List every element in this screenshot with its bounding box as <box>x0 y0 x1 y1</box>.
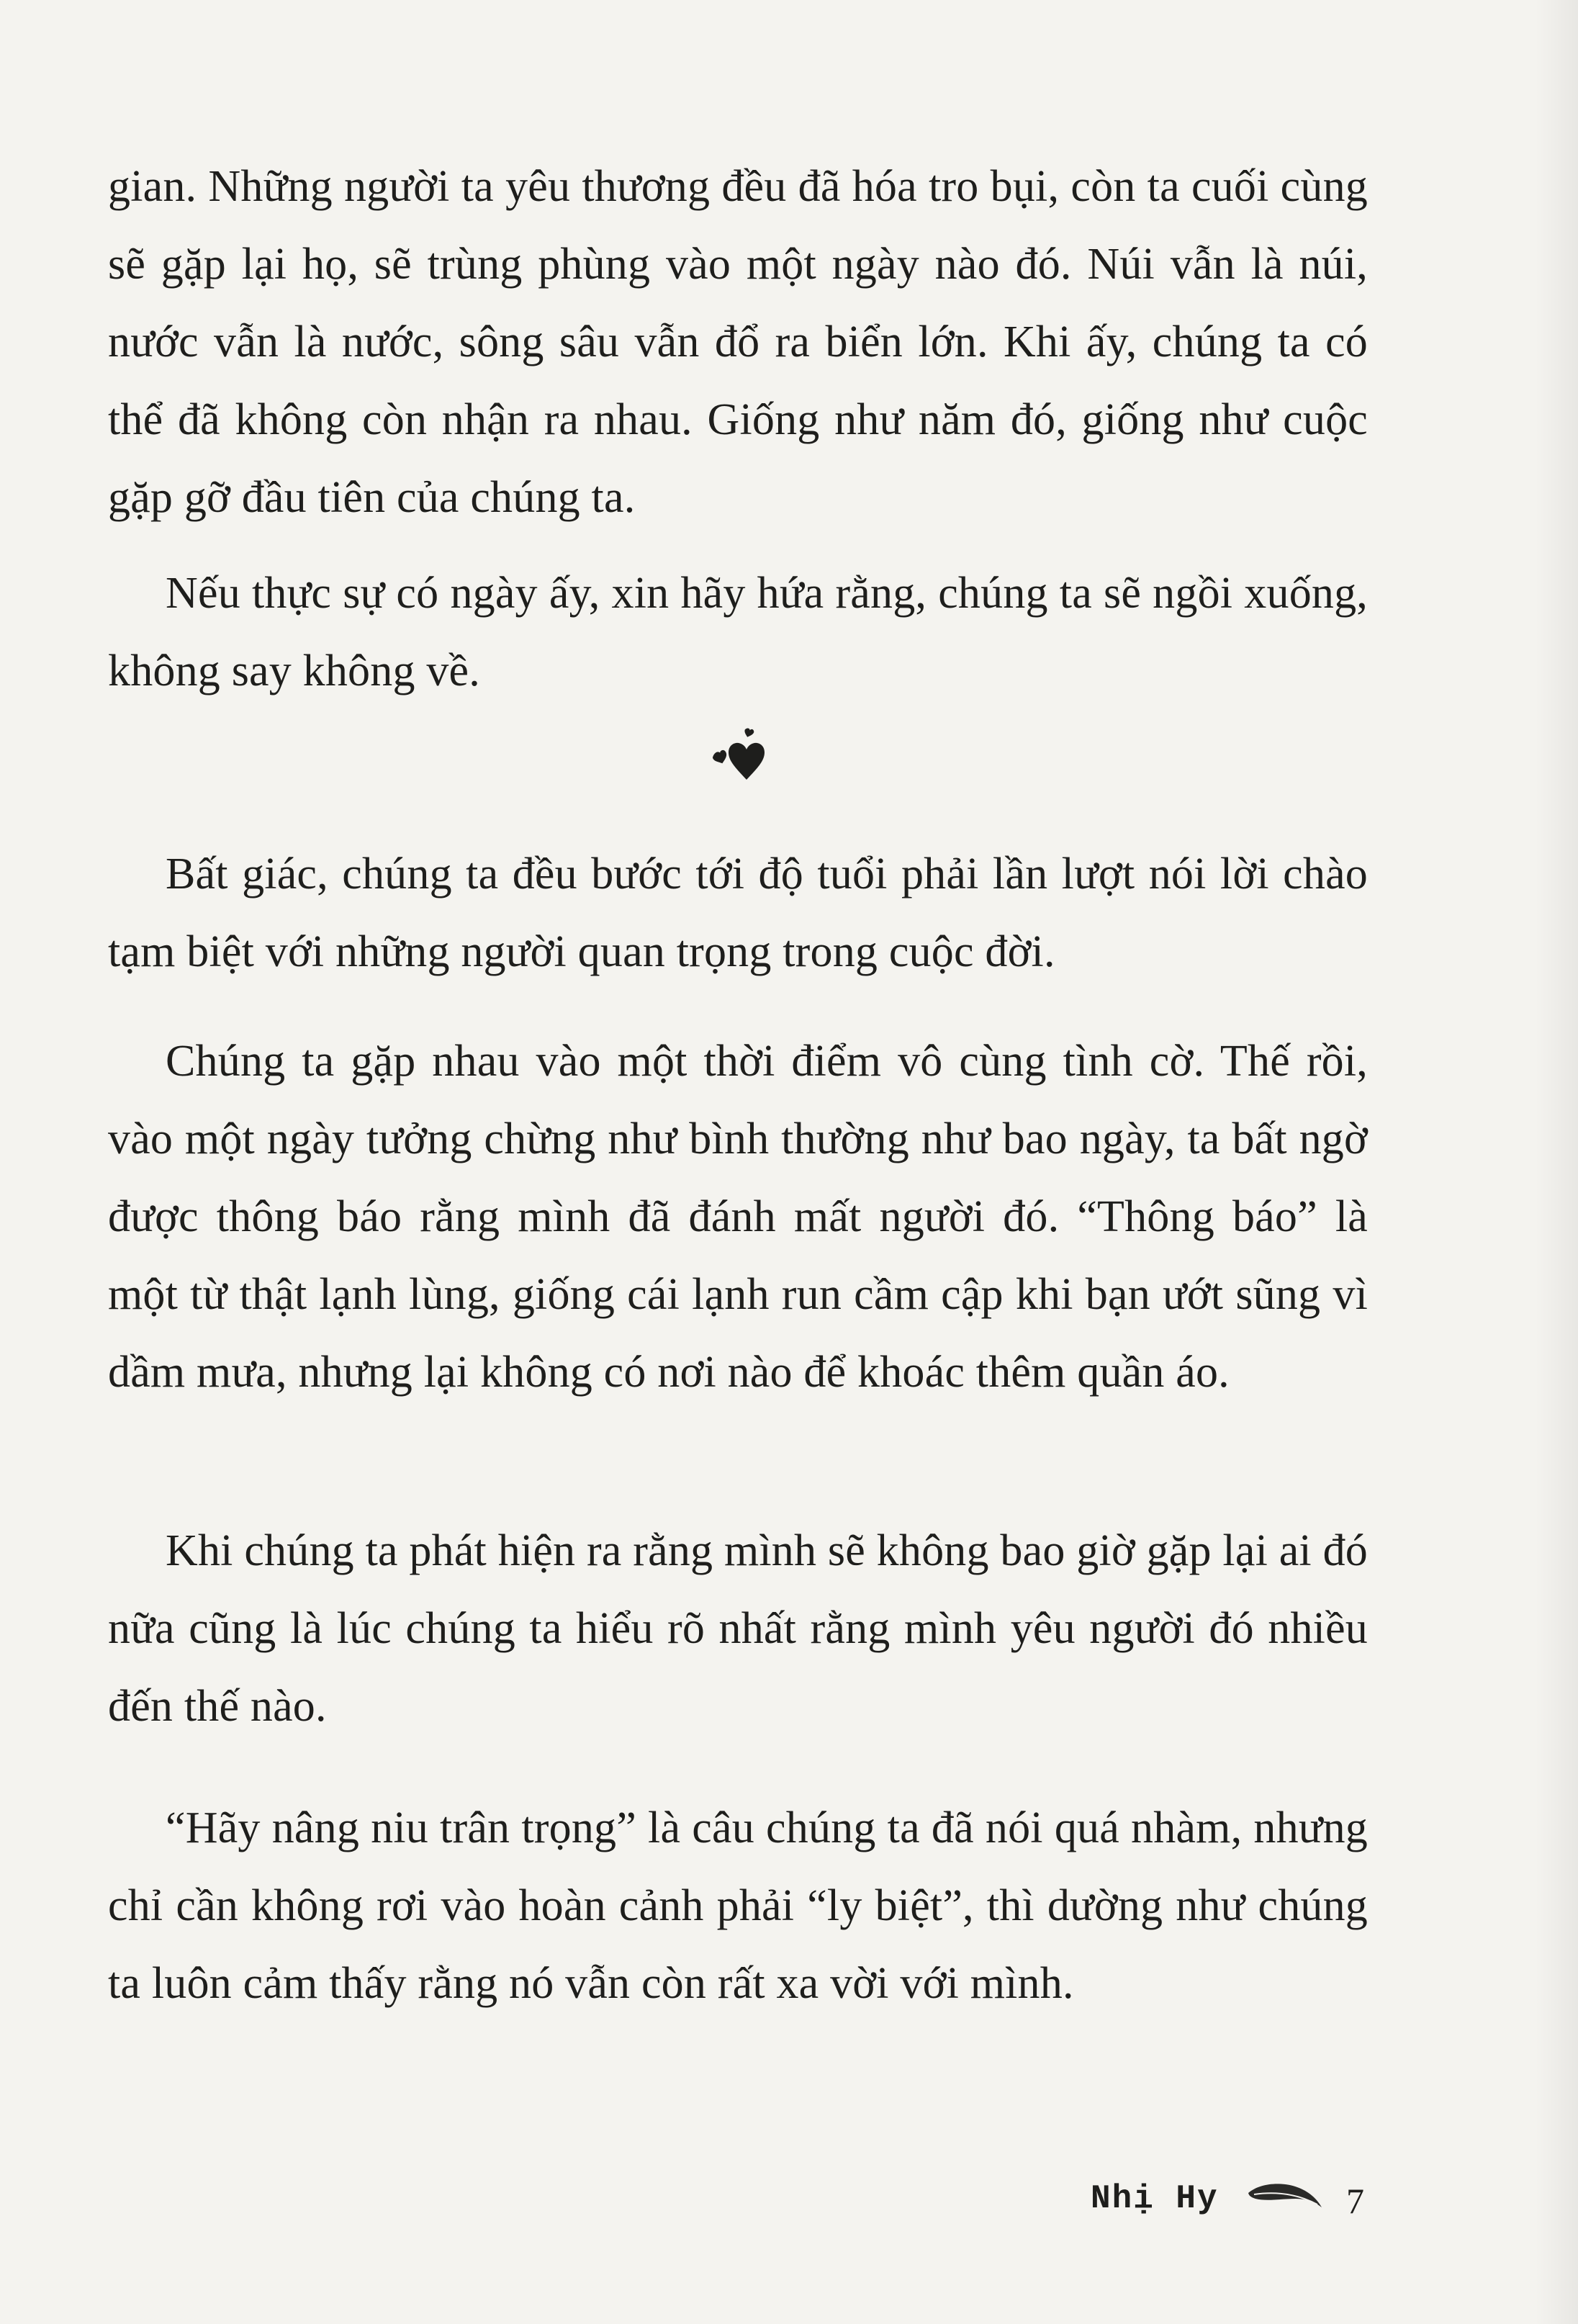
paragraph-text: Khi chúng ta phát hiện ra rằng mình sẽ không bao giờ gặp lại ai đó nữa cũng là lúc chúng ta hiểu rõ nhất rằng mình yêu người đó nhiều đến thế nào. <box>108 1526 1368 1731</box>
hearts-ornament-icon <box>707 724 786 788</box>
page-footer <box>1065 2174 1382 2225</box>
paragraph-2 <box>108 554 1368 710</box>
paragraph-text: gian. Những người ta yêu thương đều đã hóa tro bụi, còn ta cuối cùng sẽ gặp lại họ, sẽ trùng phùng vào một ngày nào đó. Núi vẫn là núi, nước vẫn là nước, sông sâu vẫn đổ ra biển lớn. Khi ấy, chúng ta có thể đã không còn nhận ra nhau. Giống như năm đó, giống như cuộc gặp gỡ đầu tiên của chúng ta. <box>108 162 1368 522</box>
feather-icon <box>1245 2180 1325 2212</box>
paragraph-1 <box>108 148 1368 536</box>
paragraph-4 <box>108 1022 1368 1411</box>
page-edge-shadow <box>1535 0 1578 2324</box>
paragraph-3 <box>108 835 1368 991</box>
paragraph-6 <box>108 1789 1368 2022</box>
paragraph-5 <box>108 1512 1368 1745</box>
page-number: 7 <box>1346 2181 1364 2221</box>
paragraph-text: “Hãy nâng niu trân trọng” là câu chúng ta đã nói quá nhàm, nhưng chỉ cần không rơi vào hoàn cảnh phải “ly biệt”, thì dường như chúng ta luôn cảm thấy rằng nó vẫn còn rất xa vời với mình. <box>108 1803 1368 2008</box>
paragraph-text: Chúng ta gặp nhau vào một thời điểm vô cùng tình cờ. Thế rồi, vào một ngày tưởng chừng như bình thường như bao ngày, ta bất ngờ được thông báo rằng mình đã đánh mất người đó. “Thông báo” là một từ thật lạnh lùng, giống cái lạnh run cầm cập khi bạn ướt sũng vì dầm mưa, nhưng lại không có nơi nào để khoác thêm quần áo. <box>108 1037 1368 1397</box>
paragraph-text: Bất giác, chúng ta đều bước tới độ tuổi phải lần lượt nói lời chào tạm biệt với những người quan trọng trong cuộc đời. <box>108 850 1368 976</box>
paragraph-text: Nếu thực sự có ngày ấy, xin hãy hứa rằng, chúng ta sẽ ngồi xuống, không say không về. <box>108 569 1368 695</box>
author-name: Nhị Hy <box>1091 2180 1219 2217</box>
